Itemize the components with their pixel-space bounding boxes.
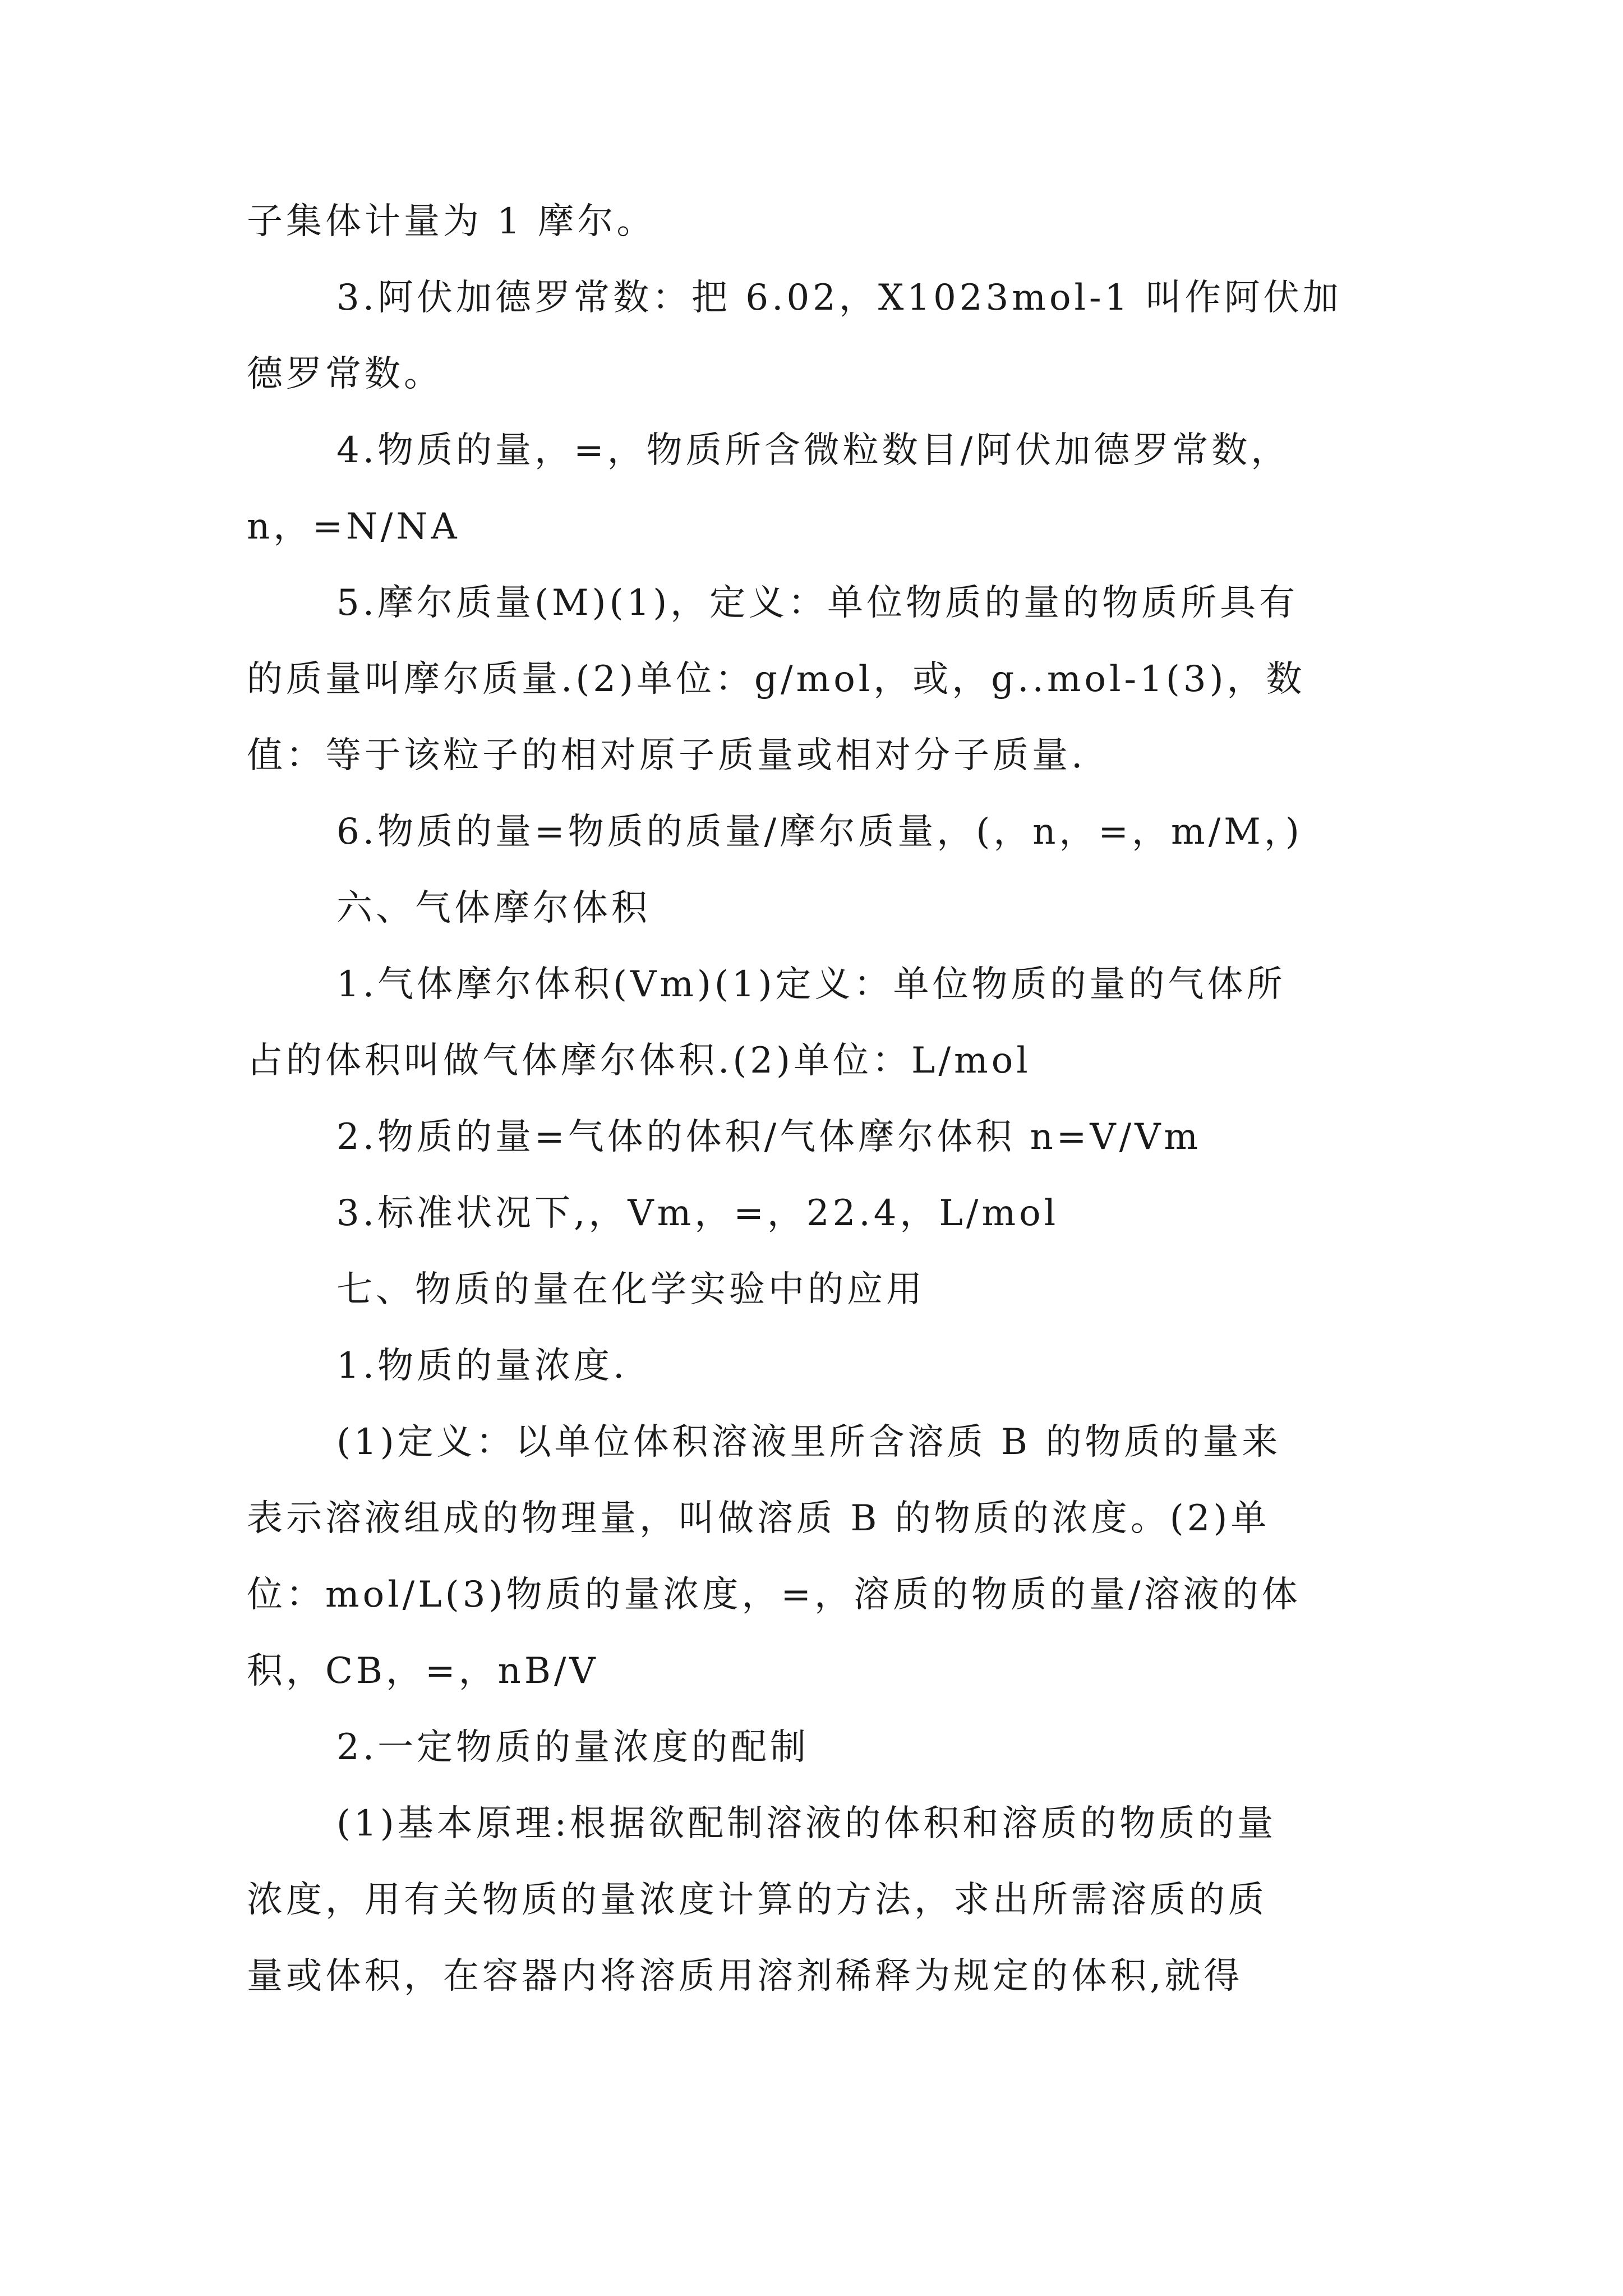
text-line-2: 3.阿伏加德罗常数：把 6.02，X1023mol-1 叫作阿伏加 — [336, 277, 1342, 319]
text-line-21: 2.一定物质的量浓度的配制 — [336, 1727, 810, 1768]
text-line-4: 4.物质的量，=，物质所含微粒数目/阿伏加德罗常数， — [336, 430, 1290, 471]
text-line-1: 子集体计量为 1 摩尔。 — [247, 201, 656, 242]
text-line-8: 值：等于该粒子的相对原子质量或相对分子质量. — [247, 735, 1086, 776]
section-heading-7: 七、物质的量在化学实验中的应用 — [336, 1269, 925, 1310]
section-heading-6: 六、气体摩尔体积 — [336, 887, 651, 929]
text-line-12: 占的体积叫做气体摩尔体积.(2)单位：L/mol — [247, 1040, 1031, 1082]
text-line-22: (1)基本原理:根据欲配制溶液的体积和溶质的物质的量 — [336, 1803, 1277, 1844]
text-line-11: 1.气体摩尔体积(Vm)(1)定义：单位物质的量的气体所 — [336, 964, 1286, 1005]
text-line-14: 3.标准状况下,，Vm，=，22.4，L/mol — [336, 1193, 1059, 1234]
text-line-19: 位：mol/L(3)物质的量浓度，=，溶质的物质的量/溶液的体 — [247, 1574, 1301, 1616]
text-line-13: 2.物质的量=气体的体积/气体摩尔体积 n=V/Vm — [336, 1116, 1202, 1158]
text-line-16: 1.物质的量浓度. — [336, 1345, 628, 1387]
text-line-18: 表示溶液组成的物理量，叫做溶质 B 的物质的浓度。(2)单 — [247, 1498, 1270, 1539]
text-line-5: n，=N/NA — [247, 506, 460, 547]
text-line-7: 的质量叫摩尔质量.(2)单位：g/mol，或，g..mol-1(3)，数 — [247, 659, 1306, 700]
text-line-17: (1)定义：以单位体积溶液里所含溶质 B 的物质的量来 — [336, 1421, 1281, 1463]
text-line-6: 5.摩尔质量(M)(1)，定义：单位物质的量的物质所具有 — [336, 582, 1299, 624]
text-line-3: 德罗常数。 — [247, 353, 443, 395]
text-line-20: 积，CB，=，nB/V — [247, 1650, 599, 1692]
text-line-9: 6.物质的量=物质的质量/摩尔质量，(，n，=，m/M，) — [336, 811, 1303, 853]
text-line-24: 量或体积，在容器内将溶质用溶剂稀释为规定的体积,就得 — [247, 1955, 1243, 1997]
text-line-23: 浓度，用有关物质的量浓度计算的方法，求出所需溶质的质 — [247, 1879, 1267, 1921]
